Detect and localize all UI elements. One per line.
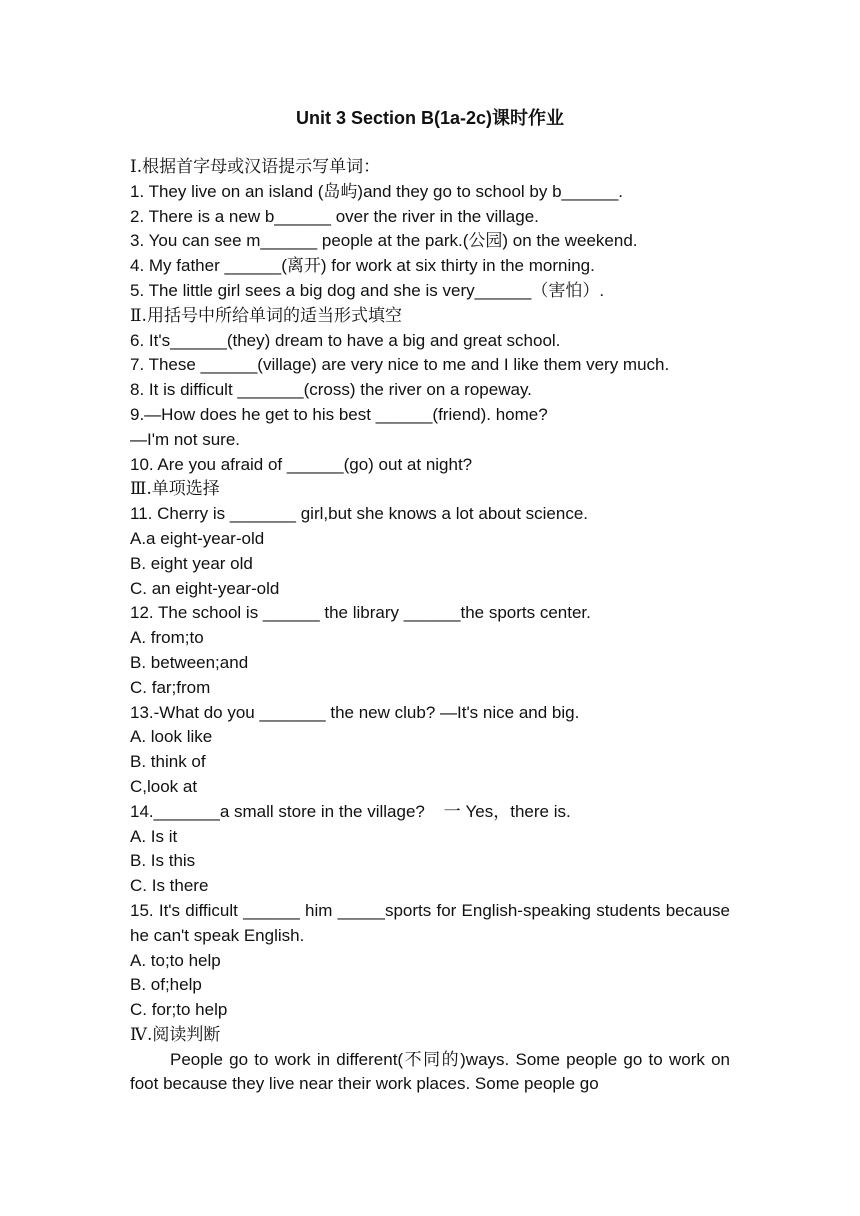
question-3-hint: 公园 (468, 231, 503, 252)
question-7: 7. These ______(village) are very nice to me and I like them very much. (130, 355, 670, 375)
question-10: 10. Are you afraid of ______(go) out at night? (130, 454, 473, 474)
question-13: 13.-What do you _______ the new club? —It's nice and big. (130, 702, 580, 722)
question-4-text-b: ) for work at six thirty in the morning. (320, 256, 595, 276)
question-12-option-a: A. from;to (130, 628, 204, 648)
question-9: 9.—How does he get to his best ______(friend). home? (130, 404, 548, 424)
section-heading-4: Ⅳ.阅读判断 (130, 1024, 221, 1045)
question-4-hint: 离开 (286, 256, 321, 277)
section-heading-1: Ⅰ.根据首字母或汉语提示写单词： (130, 157, 381, 177)
question-15-option-a: A. to;to help (130, 950, 221, 970)
worksheet-content (130, 155, 730, 1097)
question-4 (130, 254, 730, 279)
question-14 (130, 800, 730, 825)
question-14-option-a: A. Is it (130, 826, 178, 846)
question-3-text-b: ) on the weekend. (502, 231, 638, 251)
question-11-option-a: A.a eight-year-old (130, 528, 265, 548)
reading-hint: 不同的 (403, 1049, 461, 1070)
section-heading-2: Ⅱ.用括号中所给单词的适当形式填空 (130, 305, 402, 326)
question-15: 15. It's difficult ______ him _____sports for English-speaking students because he can't speak English. (130, 900, 730, 945)
question-1 (130, 180, 730, 205)
question-2: 2. There is a new b______ over the river in the village. (130, 206, 539, 226)
question-3 (130, 229, 730, 254)
question-14-text-a: 14._______a small store in the village? (130, 801, 444, 821)
question-5-text-b: . (599, 280, 605, 300)
question-5 (130, 279, 730, 304)
question-15-option-b: B. of;help (130, 975, 202, 995)
question-12-option-c: C. far;from (130, 677, 211, 697)
question-11-option-b: B. eight year old (130, 553, 253, 573)
question-3-text-a: 3. You can see m______ people at the park.( (130, 231, 469, 251)
reading-text-a: People go to work in different( (170, 1049, 404, 1069)
question-6: 6. It's______(they) dream to have a big and great school. (130, 330, 561, 350)
question-1-text-b: )and they go to school by b______. (357, 181, 624, 201)
question-12: 12. The school is ______ the library ______the sports center. (130, 603, 591, 623)
question-5-text-a: 5. The little girl sees a big dog and she is very______ (130, 280, 532, 300)
question-12-option-b: B. between;and (130, 652, 249, 672)
question-13-option-c: C,look at (130, 776, 198, 796)
question-8: 8. It is difficult _______(cross) the river on a ropeway. (130, 380, 532, 400)
question-14-dash: 一 (443, 801, 461, 822)
question-13-option-b: B. think of (130, 752, 206, 772)
question-5-hint: （害怕） (531, 280, 600, 301)
question-13-option-a: A. look like (130, 727, 213, 747)
question-11: 11. Cherry is _______ girl,but she knows a lot about science. (130, 504, 589, 524)
reading-text-b: )ways. Some people go to work on foot because they live near their work places. Some people go (130, 1049, 730, 1094)
question-11-option-c: C. an eight-year-old (130, 578, 280, 598)
question-14-text-b: Yes，there is. (460, 801, 571, 821)
question-4-text-a: 4. My father ______( (130, 256, 287, 276)
question-14-option-b: B. Is this (130, 851, 196, 871)
question-1-text-a: 1. They live on an island ( (130, 181, 324, 201)
question-14-option-c: C. Is there (130, 876, 209, 896)
reading-passage (130, 1048, 730, 1098)
question-1-hint: 岛屿 (323, 181, 358, 202)
question-15-option-c: C. for;to help (130, 1000, 228, 1020)
page-title: Unit 3 Section B(1a-2c)课时作业 (295, 108, 565, 128)
section-heading-3: Ⅲ.单项选择 (130, 479, 220, 500)
question-9-answer: —I'm not sure. (130, 429, 241, 449)
